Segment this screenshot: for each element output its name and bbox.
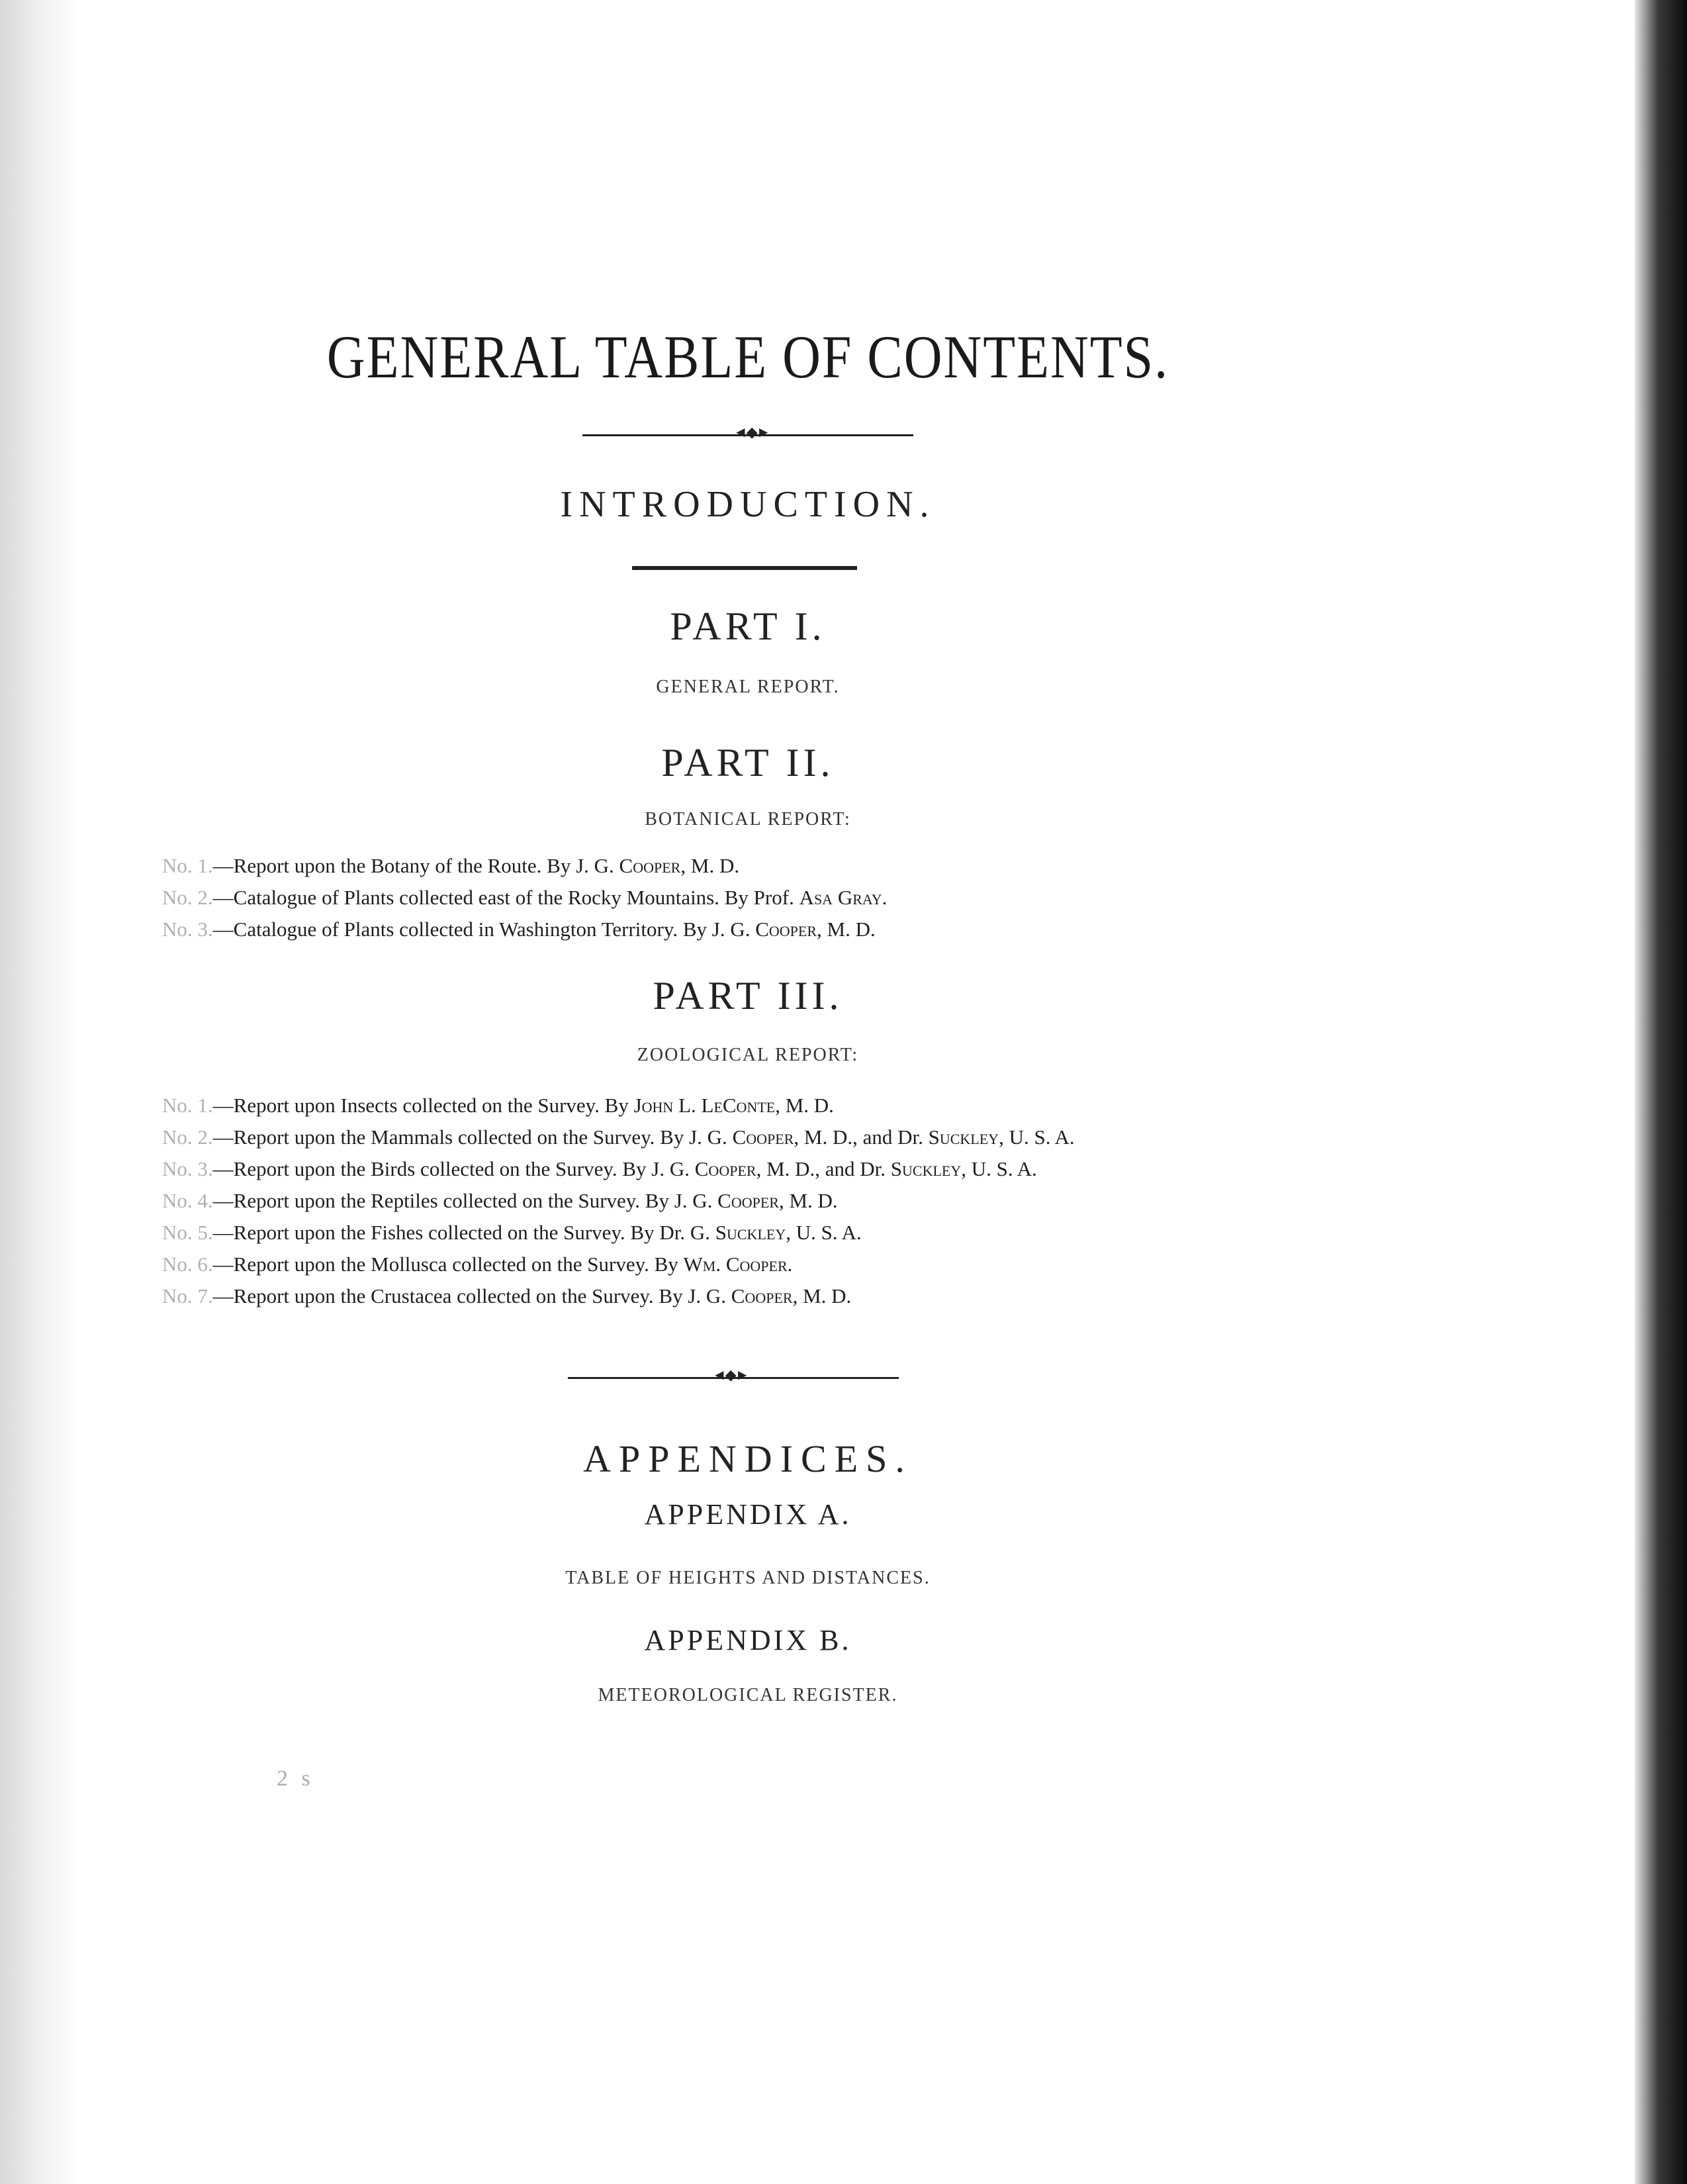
appendix-a-title: APPENDIX A. [644,1498,852,1531]
appendix-b-title: APPENDIX B. [644,1624,852,1656]
part-2-title: PART II. [661,741,835,784]
part-2-entry: No. 1.—Report upon the Botany of the Route. By J. G. Cooper, M. D. [162,854,740,877]
appendices-heading: APPENDICES. [583,1437,913,1480]
signature-mark: 2 s [277,1766,314,1791]
entry-author: Suckley [928,1125,999,1149]
part-2-entry: No. 3.—Catalogue of Plants collected in Washington Territory. By J. G. Cooper, M. D. [162,918,876,941]
entry-number: No. 3. [162,918,213,941]
entry-author: J. G. Cooper [576,854,681,877]
entry-author: Suckley [890,1157,962,1180]
entry-author: Asa Gray [799,886,882,909]
part-3-entry: No. 1.—Report upon Insects collected on the Survey. By John L. LeConte, M. D. [162,1094,834,1117]
part-3-entry: No. 4.—Report upon the Reptiles collected on the Survey. By J. G. Cooper, M. D. [162,1189,838,1212]
entry-number: No. 1. [162,854,213,877]
appendix-b-subtitle: METEOROLOGICAL REGISTER. [598,1685,898,1705]
part-1-title: PART I. [670,604,826,648]
part-3-entry: No. 7.—Report upon the Crustacea collected on the Survey. By J. G. Cooper, M. D. [162,1284,852,1307]
entry-number: No. 2. [162,1125,213,1149]
part-3-title: PART III. [653,974,843,1018]
entry-author: Cooper [694,1157,756,1180]
scan-shadow-right [1635,0,1687,2184]
part-3-entry: No. 6.—Report upon the Mollusca collected on the Survey. By Wm. Cooper. [162,1253,793,1276]
part-2-entry: No. 2.—Catalogue of Plants collected east of the Rocky Mountains. By Prof. Asa Gray. [162,886,888,909]
entry-author: Cooper [731,1284,793,1307]
introduction-heading: INTRODUCTION. [560,484,936,525]
entry-author: Cooper [732,1125,794,1149]
entry-author: Cooper [717,1189,779,1212]
ornament-diamond-icon: ◄◆► [733,424,770,440]
entry-number: No. 1. [162,1094,213,1117]
entry-author: J. G. Cooper [711,918,817,941]
entry-number: No. 7. [162,1284,213,1307]
part-1-subtitle: GENERAL REPORT. [656,677,840,697]
entry-author: Suckley [715,1221,786,1244]
part-3-entry: No. 2.—Report upon the Mammals collected on the Survey. By J. G. Cooper, M. D., and Dr. Suckley, U. S. A. [162,1125,1075,1149]
part-3-entry: No. 3.—Report upon the Birds collected on the Survey. By J. G. Cooper, M. D., and Dr. Suckley, U. S. A. [162,1157,1037,1180]
entry-number: No. 2. [162,886,213,909]
page-title: GENERAL TABLE OF CONTENTS. [326,324,1169,391]
appendix-a-subtitle: TABLE OF HEIGHTS AND DISTANCES. [565,1568,931,1588]
entry-number: No. 6. [162,1253,213,1276]
entry-author: John L. LeConte [633,1094,776,1117]
section-rule [632,566,857,570]
part-3-subtitle: ZOOLOGICAL REPORT: [637,1045,859,1065]
entry-number: No. 4. [162,1189,213,1212]
part-3-entry: No. 5.—Report upon the Fishes collected on the Survey. By Dr. G. Suckley, U. S. A. [162,1221,862,1244]
part-2-subtitle: BOTANICAL REPORT: [645,809,851,830]
entry-number: No. 5. [162,1221,213,1244]
entry-author: Wm. Cooper [683,1253,788,1276]
entry-number: No. 3. [162,1157,213,1180]
ornament-diamond-icon: ◄◆► [712,1366,749,1383]
